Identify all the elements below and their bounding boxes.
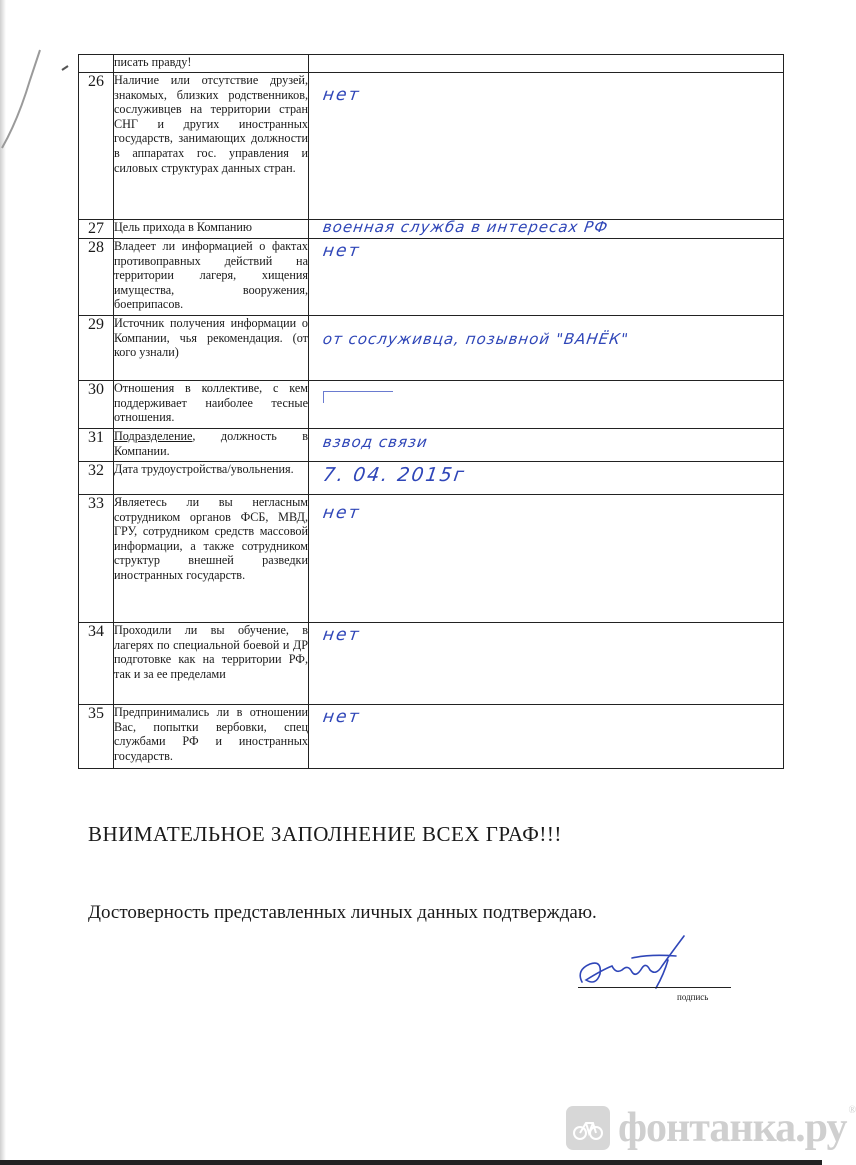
answer-cell xyxy=(309,705,784,769)
answer-cell xyxy=(309,623,784,705)
row-number: 26 xyxy=(79,73,114,220)
question-text: Владеет ли информацией о фактах противоправных действий на территории лагеря, хищения имущества, вооружения, боеприпасов. xyxy=(114,239,309,316)
registered-mark: ® xyxy=(848,1105,856,1116)
answer-cell xyxy=(309,55,784,73)
row-number: 34 xyxy=(79,623,114,705)
scan-artifact xyxy=(0,40,60,150)
scan-edge xyxy=(0,0,6,1165)
row-number: 27 xyxy=(79,220,114,239)
row-number xyxy=(79,55,114,73)
signature-drawing xyxy=(572,930,712,1000)
question-text: Отношения в коллективе, с кем поддерживает наиболее тесные отношения. xyxy=(114,381,309,429)
answer-cell xyxy=(309,381,784,429)
handwritten-answer: нет xyxy=(321,625,362,645)
handwritten-answer: нет xyxy=(321,707,362,727)
answer-cell xyxy=(309,220,784,239)
handwritten-answer: от сослуживца, позывной "ВАНЁК" xyxy=(321,330,631,348)
handwritten-answer: нет xyxy=(321,503,362,523)
handwritten-answer: военная служба в интересах РФ xyxy=(321,218,610,236)
answer-cell xyxy=(309,429,784,462)
scan-bottom-edge xyxy=(0,1160,822,1165)
question-text: писать правду! xyxy=(114,55,309,73)
confirmation-text: Достоверность представленных личных данных подтверждаю. xyxy=(88,902,597,923)
table-row xyxy=(79,239,784,316)
question-text: Дата трудоустройства/увольнения. xyxy=(114,462,309,495)
table-row xyxy=(79,220,784,239)
handwritten-answer: нет xyxy=(321,85,362,105)
answer-cell xyxy=(309,239,784,316)
signature-line xyxy=(578,987,731,988)
handwritten-answer: 7. 04. 2015г xyxy=(321,464,468,486)
question-text: Проходили ли вы обучение, в лагерях по специальной боевой и ДР подготовке как на территории РФ, так и за ее пределами xyxy=(114,623,309,705)
row-number: 28 xyxy=(79,239,114,316)
question-text: Наличие или отсутствие друзей, знакомых, близких родственников, сослуживцев на территории стран СНГ и других иностранных государств, занимающих должности в аппаратах гос. управления и силовых структурах данных стран. xyxy=(114,73,309,220)
warning-text: ВНИМАТЕЛЬНОЕ ЗАПОЛНЕНИЕ ВСЕХ ГРАФ!!! xyxy=(88,822,562,846)
dash-mark xyxy=(323,391,393,392)
row-number: 31 xyxy=(79,429,114,462)
watermark-text: фонтанка.ру xyxy=(618,1105,847,1151)
row-number: 32 xyxy=(79,462,114,495)
table-row xyxy=(79,495,784,623)
handwritten-answer: нет xyxy=(321,241,362,261)
handwritten-answer: взвод связи xyxy=(321,433,430,451)
question-text: Источник получения информации о Компании, чья рекомендация. (от кого узнали) xyxy=(114,316,309,381)
question-text: Цель прихода в Компанию xyxy=(114,220,309,239)
questionnaire-table xyxy=(78,54,784,769)
row-number: 30 xyxy=(79,381,114,429)
answer-cell xyxy=(309,462,784,495)
table-row xyxy=(79,623,784,705)
table-row xyxy=(79,73,784,220)
question-rest: , должность в Компании. xyxy=(114,429,308,458)
answer-cell xyxy=(309,495,784,623)
table-row xyxy=(79,462,784,495)
table-row xyxy=(79,429,784,462)
bicycle-logo-icon xyxy=(566,1106,610,1150)
question-text: Предпринимались ли в отношении Вас, попытки вербовки, спец службами РФ и иностранных государств. xyxy=(114,705,309,769)
table-row xyxy=(79,55,784,73)
row-number: 33 xyxy=(79,495,114,623)
table-row xyxy=(79,705,784,769)
question-text xyxy=(114,429,309,462)
row-number: 29 xyxy=(79,316,114,381)
underlined-word: Подразделение xyxy=(114,429,193,443)
answer-cell xyxy=(309,73,784,220)
signature-label: подпись xyxy=(677,992,709,1002)
table-row xyxy=(79,316,784,381)
table-row xyxy=(79,381,784,429)
dash-mark xyxy=(323,391,324,403)
answer-cell xyxy=(309,316,784,381)
watermark xyxy=(566,1103,856,1153)
question-text: Являетесь ли вы негласным сотрудником органов ФСБ, МВД, ГРУ, сотрудником средств массовой информации, а также сотрудником структур внешней разведки иностранных государств. xyxy=(114,495,309,623)
row-number: 35 xyxy=(79,705,114,769)
